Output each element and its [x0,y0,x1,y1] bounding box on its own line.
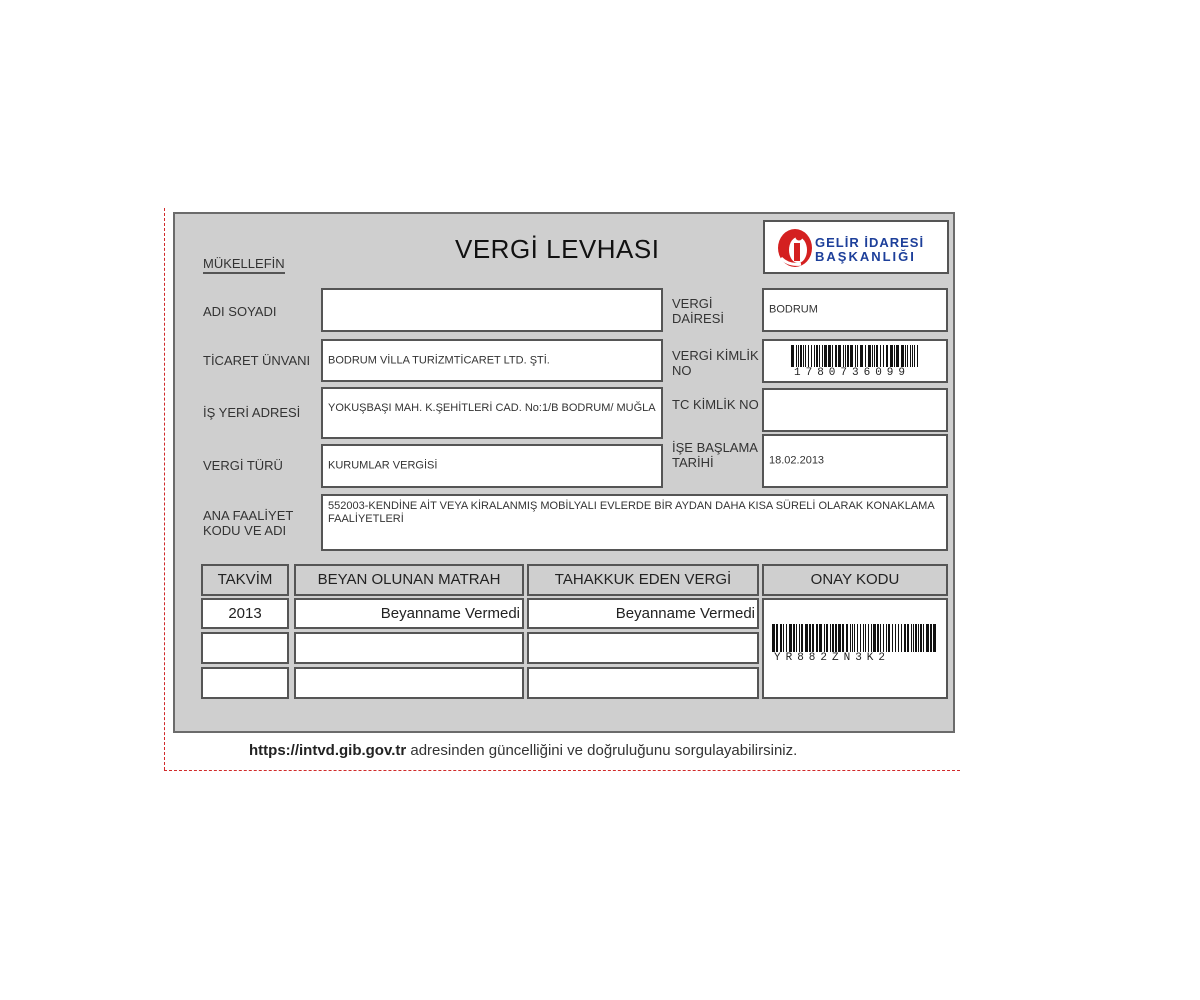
table-cell-matrah [294,667,524,699]
header-tahakkuk-eden-vergi: TAHAKKUK EDEN VERGİ [527,564,759,596]
label-ise-baslama-line2: TARİHİ [672,455,714,470]
value-vergi-turu: KURUMLAR VERGİSİ [328,459,438,472]
barcode-bar [898,624,899,652]
barcode-bar [918,624,919,652]
label-vergi-kimlik-no-line1: VERGİ KİMLİK [672,348,759,363]
barcode-bar [796,624,797,652]
page-title: VERGİ LEVHASI [455,234,660,264]
table-cell-takvim [201,632,289,664]
table-cell-takvim: 2013 [201,598,289,629]
barcode-bar [883,345,884,367]
barcode-bar [933,624,936,652]
barcode-bar [857,345,858,367]
field-ise-baslama-tarihi [762,434,948,488]
barcode-bar [914,345,915,367]
barcode-bar [847,345,849,367]
logo-line2: BAŞKANLIĞI [815,249,916,264]
barcode-bar [842,624,844,652]
barcode-bar [872,345,873,367]
barcode-bar [920,624,922,652]
barcode-bar [876,345,878,367]
field-ana-faaliyet [321,494,948,551]
barcode-bar [801,624,803,652]
barcode-bar [819,345,820,367]
barcode-bar [783,624,784,652]
barcode-bar [850,345,853,367]
barcode-bar [838,345,841,367]
barcode-bar [901,345,904,367]
barcode-bar [880,345,881,367]
tax-plate [173,212,955,733]
field-vergi-kimlik-no [762,339,948,383]
barcode-bar [776,624,778,652]
barcode-bar [800,345,802,367]
field-vergi-dairesi [762,288,948,332]
header-beyan-olunan-matrah: BEYAN OLUNAN MATRAH [294,564,524,596]
barcode-bar [832,624,834,652]
barcode-bar [835,345,837,367]
field-adi-soyadi [321,288,663,332]
field-tc-kimlik-no [762,388,948,432]
barcode-bar [863,624,864,652]
label-ticaret-unvani: TİCARET ÜNVANI [203,353,311,368]
barcode-bar [892,624,893,652]
barcode-bar [886,345,888,367]
barcode-bar [793,624,795,652]
barcode-bar [824,624,825,652]
barcode-bar [799,624,800,652]
barcode-bar [915,624,917,652]
value-ise-baslama-tarihi: 18.02.2013 [769,454,825,467]
header-takvim: TAKVİM [201,564,289,596]
barcode-bar [845,345,846,367]
barcode-bar [894,345,895,367]
barcode-bar [830,624,831,652]
barcode-bar [883,624,884,652]
barcode-bar [855,345,856,367]
table-cell-vergi [527,667,759,699]
table-cell-onay-kodu [762,598,948,699]
value-vergi-dairesi: BODRUM [769,303,818,316]
label-vergi-dairesi-line1: VERGİ [672,296,713,311]
barcode-bar [860,624,861,652]
label-ana-faaliyet-line2: KODU VE ADI [203,523,287,538]
barcode-bar [910,345,911,367]
subtitle: MÜKELLEFİN [203,256,285,274]
table-cell-matrah: Beyanname Vermedi [294,598,524,629]
barcode-bar [846,624,848,652]
barcode-bar [888,624,890,652]
verification-url[interactable]: https://intvd.gib.gov.tr [249,742,407,759]
barcode-bar [871,624,872,652]
barcode-bar [772,624,775,652]
verification-note [249,742,797,759]
onay-kodu-barcode [772,624,938,652]
label-vergi-turu: VERGİ TÜRÜ [203,458,283,473]
value-vergi-kimlik-no: 1780736099 [794,367,911,379]
label-adi-soyadi: ADI SOYADI [203,304,277,319]
barcode-bar [805,345,806,367]
label-ise-baslama-tarihi [672,440,758,470]
barcode-bar [857,624,858,652]
barcode-bar [880,624,881,652]
barcode-bar [835,624,837,652]
barcode-bar [907,345,908,367]
value-onay-kodu: YR882ZN3K2 [774,652,891,664]
vergi-kimlik-barcode [791,345,921,367]
barcode-bar [868,345,871,367]
logo-text [815,236,924,264]
table-cell-vergi [527,632,759,664]
barcode-bar [824,345,827,367]
barcode-bar [930,624,932,652]
barcode-bar [877,624,879,652]
barcode-bar [780,624,782,652]
barcode-bar [809,624,811,652]
header-onay-kodu: ONAY KODU [762,564,948,596]
table-cell-matrah [294,632,524,664]
barcode-bar [854,624,855,652]
gib-logo [763,220,949,274]
label-is-yeri-adresi: İŞ YERİ ADRESİ [203,405,301,420]
label-ana-faaliyet [203,508,293,538]
barcode-bar [843,345,844,367]
barcode-bar [907,624,909,652]
cut-guide-bottom [164,770,960,771]
cut-guide-left [164,208,165,770]
barcode-bar [826,624,828,652]
barcode-bar [873,624,876,652]
barcode-bar [923,624,924,652]
label-ise-baslama-line1: İŞE BAŞLAMA [672,440,758,455]
field-ticaret-unvani [321,339,663,382]
logo-line1: GELİR İDARESİ [815,235,925,250]
barcode-bar [816,345,818,367]
barcode-bar [791,345,794,367]
label-ana-faaliyet-line1: ANA FAALİYET [203,508,294,523]
barcode-bar [814,345,815,367]
gib-logo-icon [775,226,815,270]
field-is-yeri-adresi [321,387,663,439]
barcode-bar [905,345,906,367]
barcode-bar [886,624,887,652]
value-ticaret-unvani: BODRUM VİLLA TURİZMTİCARET LTD. ŞTİ. [328,354,550,366]
label-vergi-dairesi [672,296,724,326]
barcode-bar [868,624,869,652]
barcode-bar [811,345,812,367]
barcode-bar [798,345,799,367]
barcode-bar [786,624,787,652]
label-vergi-dairesi-line2: DAİRESİ [672,311,725,326]
barcode-bar [917,345,918,367]
barcode-bar [808,345,809,367]
barcode-bar [865,345,866,367]
barcode-bar [805,624,808,652]
barcode-bar [796,345,797,367]
barcode-bar [901,624,902,652]
verification-text: adresinden güncelliğini ve doğruluğunu sorgulayabilirsiniz. [406,742,798,759]
barcode-bar [803,345,804,367]
label-tc-kimlik-no: TC KİMLİK NO [672,397,759,412]
barcode-bar [850,624,851,652]
barcode-bar [828,345,831,367]
barcode-bar [789,624,792,652]
barcode-bar [832,345,833,367]
table-cell-vergi: Beyanname Vermedi [527,598,759,629]
barcode-bar [816,624,818,652]
barcode-bar [874,345,875,367]
label-vergi-kimlik-no [672,348,759,378]
barcode-bar [912,345,913,367]
barcode-bar [822,345,823,367]
value-is-yeri-adresi: YOKUŞBAŞI MAH. K.ŞEHİTLERİ CAD. No:1/B BODRUM/ MUĞLA [328,402,656,414]
barcode-bar [838,624,841,652]
barcode-bar [890,345,893,367]
value-ana-faaliyet: 552003-KENDİNE AİT VEYA KİRALANMIŞ MOBİLYALI EVLERDE BİR AYDAN DAHA KISA SÜRELİ OLARAK KONAKLAMA FAALİYETLERİ [328,500,935,525]
barcode-bar [913,624,914,652]
barcode-bar [819,624,822,652]
barcode-bar [911,624,912,652]
barcode-bar [904,624,906,652]
barcode-bar [852,624,853,652]
barcode-bar [896,345,899,367]
barcode-bar [812,624,814,652]
barcode-bar [895,624,896,652]
barcode-bar [926,624,929,652]
label-vergi-kimlik-no-line2: NO [672,363,692,378]
barcode-bar [860,345,863,367]
barcode-bar [865,624,866,652]
field-vergi-turu [321,444,663,488]
table-cell-takvim [201,667,289,699]
